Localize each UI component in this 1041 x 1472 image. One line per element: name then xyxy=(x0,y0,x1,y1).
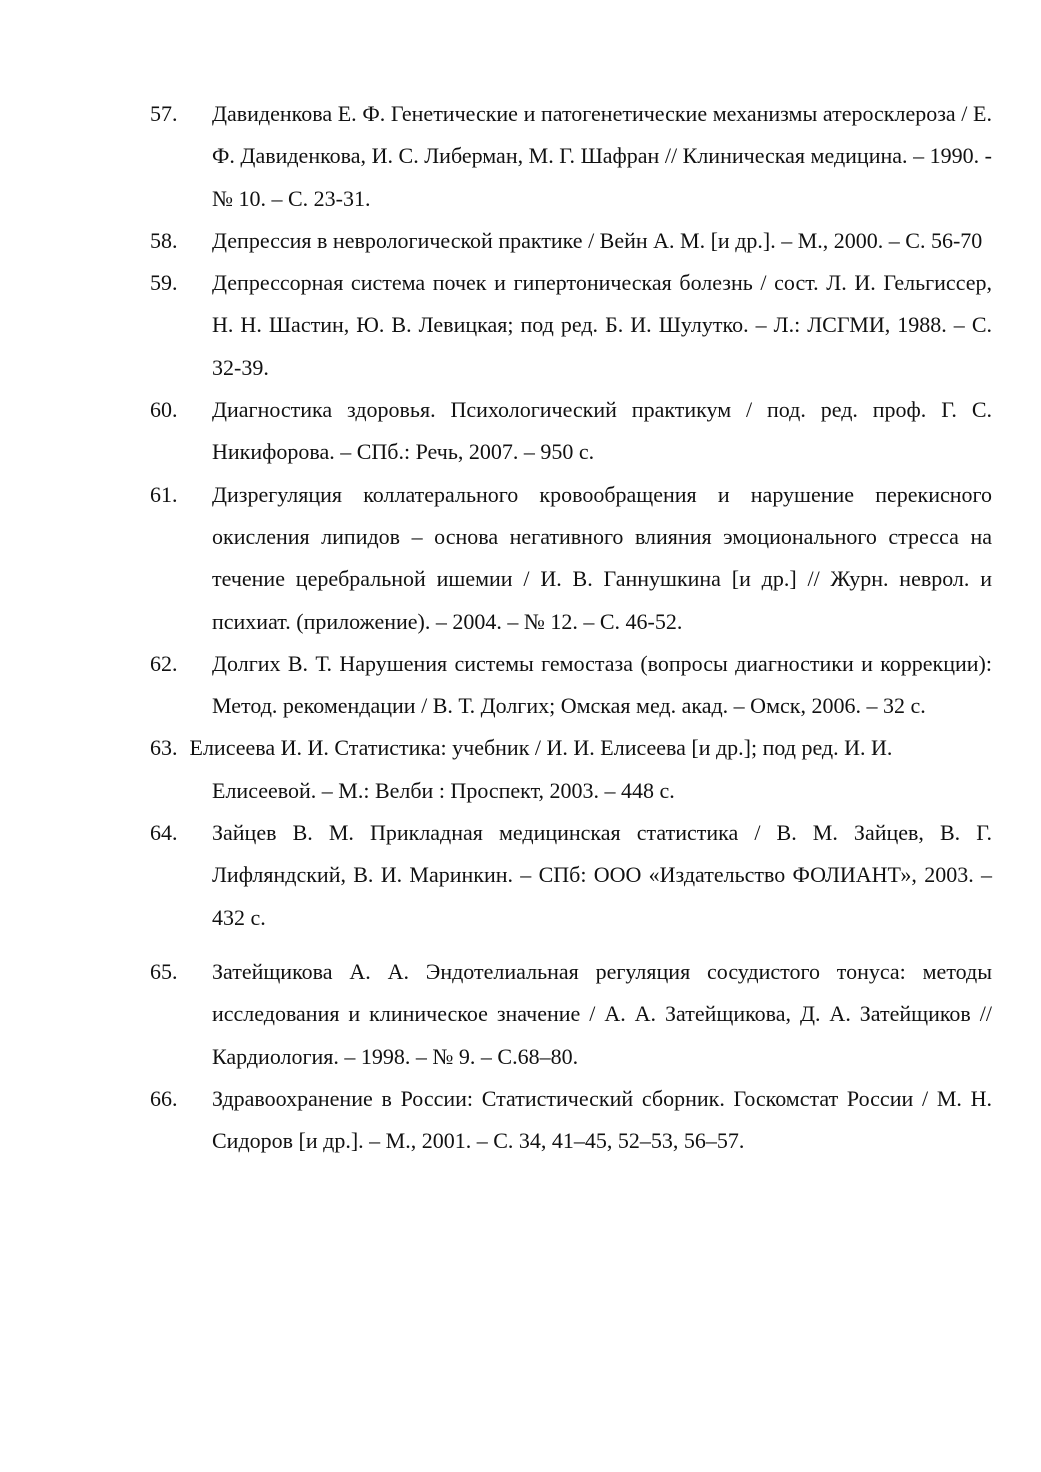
reference-text: Депрессия в неврологической практике / Вейн А. М. [и др.]. – М., 2000. – С. 56-70 xyxy=(212,227,983,253)
reference-item-64 xyxy=(150,812,992,939)
reference-text: Елисеева И. И. Статистика: учебник / И. И. Елисеева [и др.]; под ред. И. И. Елисеевой. – М.: Велби : Проспект, 2003. – 448 с. xyxy=(189,735,893,803)
reference-text: Долгих В. Т. Нарушения системы гемостаза (вопросы диагностики и коррекции): Метод. рекомендации / В. Т. Долгих; Омская мед. акад. – Омск, 2006. – 32 с. xyxy=(212,650,992,719)
reference-text: Дизрегуляция коллатерального кровообращения и нарушение перекисного окисления липидов – основа негативного влияния эмоционального стресса на течение церебральной ишемии / И. В. Ганнушкина [и др.] // Журн. неврол. и психиат. (приложение). – 2004. – № 12. – С. 46-52. xyxy=(212,481,992,634)
reference-text: Депрессорная система почек и гипертоническая болезнь / сост. Л. И. Гельгиссер, Н. Н. Шастин, Ю. В. Левицкая; под ред. Б. И. Шулутко. – Л.: ЛСГМИ, 1988. – С. 32-39. xyxy=(212,270,992,380)
reference-item-59 xyxy=(150,262,992,389)
reference-text: Затейщикова А. А. Эндотелиальная регуляция сосудистого тонуса: методы исследования и клиническое значение / А. А. Затейщикова, Д. А. Затейщиков // Кардиология. – 1998. – № 9. – С.68–80. xyxy=(212,958,992,1069)
reference-text: Зайцев В. М. Прикладная медицинская статистика / В. М. Зайцев, В. Г. Лифляндский, В. И. Маринкин. – СПб: ООО «Издательство ФОЛИАНТ», 2003. – 432 с. xyxy=(212,820,992,930)
reference-number: 59. xyxy=(150,270,178,296)
reference-item-58 xyxy=(150,220,992,262)
reference-number: 57. xyxy=(150,101,178,126)
reference-item-61 xyxy=(150,474,992,643)
reference-item-65 xyxy=(150,951,992,1078)
reference-number: 62. xyxy=(150,650,178,676)
reference-item-66 xyxy=(150,1078,992,1163)
reference-item-57 xyxy=(150,93,992,220)
reference-number: 63. xyxy=(150,735,178,761)
reference-text: Давиденкова Е. Ф. Генетические и патогенетические механизмы атеросклероза / Е. Ф. Давиденкова, И. С. Либерман, М. Г. Шафран // Клиническая медицина. – 1990. - № 10. – С. 23-31. xyxy=(212,101,992,211)
reference-number: 66. xyxy=(150,1085,178,1111)
reference-list xyxy=(150,93,992,1162)
reference-number: 64. xyxy=(150,820,178,846)
reference-number: 60. xyxy=(150,397,178,423)
reference-text: Диагностика здоровья. Психологический практикум / под. ред. проф. Г. С. Никифорова. – СПб.: Речь, 2007. – 950 с. xyxy=(212,397,992,465)
reference-number: 58. xyxy=(150,227,178,253)
reference-text: Здравоохранение в России: Статистический сборник. Госкомстат России / М. Н. Сидоров [и др.]. – М., 2001. – С. 34, 41–45, 52–53, 56–57. xyxy=(212,1085,992,1154)
reference-item-62 xyxy=(150,643,992,728)
reference-number: 61. xyxy=(150,481,178,507)
reference-item-60 xyxy=(150,389,992,474)
reference-item-63 xyxy=(150,727,992,812)
reference-number: 65. xyxy=(150,958,178,984)
